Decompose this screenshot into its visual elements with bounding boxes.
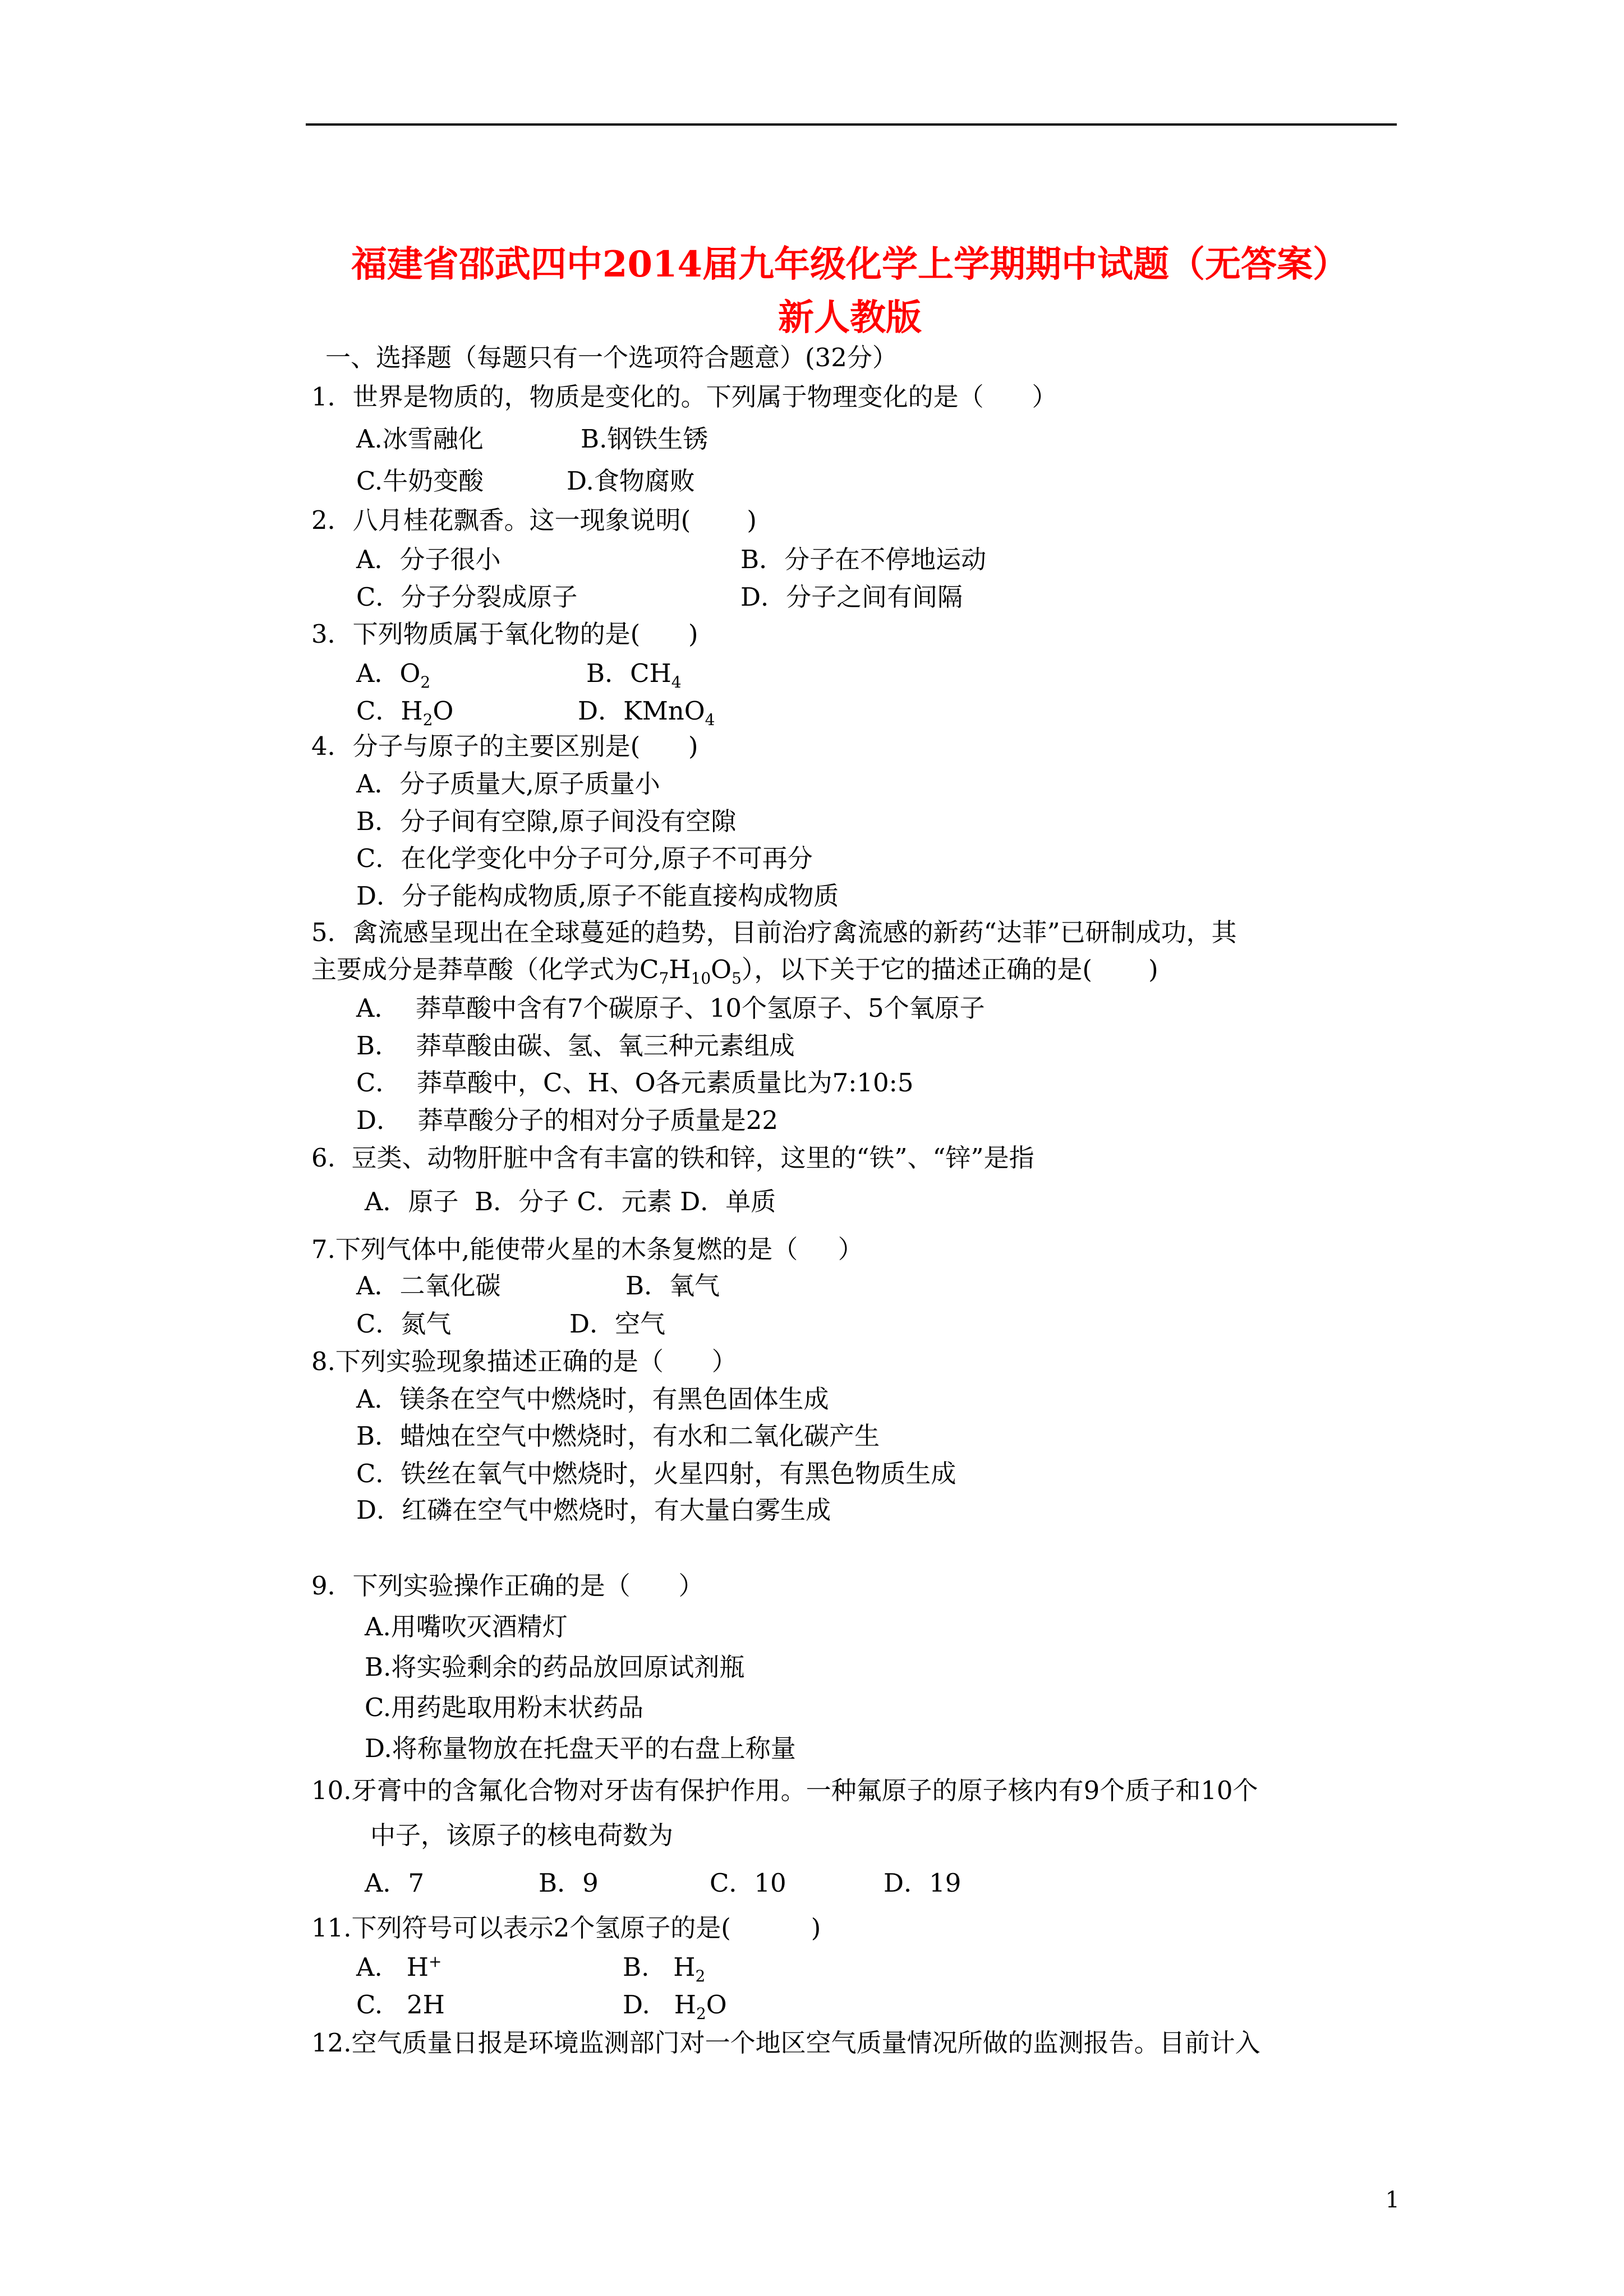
q7-option-b: B．氧气: [625, 1271, 720, 1301]
q10-option-d: D．19: [884, 1868, 961, 1898]
q9-option-a: A.用嘴吹灭酒精灯: [365, 1612, 568, 1642]
q4-option-a: A．分子质量大,原子质量小: [356, 769, 660, 799]
q7-option-d: D．空气: [569, 1309, 666, 1339]
q3-stem: 3．下列物质属于氧化物的是( ): [311, 619, 698, 649]
q2-option-c: C．分子分裂成原子: [356, 582, 578, 612]
q7-stem: 7.下列气体中,能使带火星的木条复燃的是（ ）: [311, 1234, 863, 1264]
q4-option-d: D．分子能构成物质,原子不能直接构成物质: [356, 881, 839, 911]
q1-stem: 1．世界是物质的，物质是变化的。下列属于物理变化的是（ ）: [311, 382, 1057, 412]
q1-option-c: C.牛奶变酸: [356, 466, 484, 496]
exam-title-line1: 福建省邵武四中2014届九年级化学上学期期中试题（无答案）: [351, 243, 1349, 285]
q2-option-d: D．分子之间有间隔: [740, 582, 963, 612]
q9-option-b: B.将实验剩余的药品放回原试剂瓶: [365, 1652, 745, 1682]
q5-option-b: B． 莽草酸由碳、氢、氧三种元素组成: [356, 1031, 795, 1061]
q12-stem: 12.空气质量日报是环境监测部门对一个地区空气质量情况所做的监测报告。目前计入: [311, 2028, 1260, 2058]
q9-option-c: C.用药匙取用粉末状药品: [365, 1693, 644, 1722]
section-heading: 一、选择题（每题只有一个选项符合题意）(32分）: [325, 343, 898, 372]
q11-stem: 11.下列符号可以表示2个氢原子的是( ): [311, 1913, 821, 1943]
q5-stem-line2: 主要成分是莽草酸（化学式为$C_7H_{10}O_5$），以下关于它的描述正确的是( ): [311, 955, 1158, 988]
q2-option-b: B．分子在不停地运动: [740, 545, 987, 574]
q8-option-d: D．红磷在空气中燃烧时，有大量白雾生成: [356, 1495, 831, 1525]
q11-option-d: D. $H_2O$: [623, 1990, 727, 2023]
q3-option-b: B．$CH_4$: [586, 658, 682, 691]
page-number: 1: [1385, 2187, 1400, 2213]
q7-option-a: A．二氧化碳: [356, 1271, 501, 1301]
q5-stem-line1: 5．禽流感呈现出在全球蔓延的趋势，目前治疗禽流感的新药“达菲”已研制成功，其: [311, 918, 1237, 947]
q8-option-b: B．蜡烛在空气中燃烧时，有水和二氧化碳产生: [356, 1421, 880, 1451]
q3-option-c: C．$H_2O$: [356, 696, 454, 729]
q8-option-c: C．铁丝在氧气中燃烧时，火星四射，有黑色物质生成: [356, 1459, 956, 1488]
q10-stem-line2: 中子，该原子的核电荷数为: [370, 1820, 674, 1850]
q10-option-c: C．10: [710, 1868, 786, 1898]
q7-option-c: C．氮气: [356, 1309, 452, 1339]
q4-option-b: B．分子间有空隙,原子间没有空隙: [356, 806, 737, 836]
q1-option-b: B.钢铁生锈: [581, 424, 709, 454]
q9-option-d: D.将称量物放在托盘天平的右盘上称量: [365, 1733, 796, 1763]
header-rule: [306, 123, 1397, 126]
q4-option-c: C．在化学变化中分子可分,原子不可再分: [356, 843, 813, 873]
q1-option-a: A.冰雪融化: [356, 424, 484, 454]
q8-stem: 8.下列实验现象描述正确的是（ ）: [311, 1347, 737, 1376]
q5-option-d: D． 莽草酸分子的相对分子质量是22: [356, 1105, 778, 1135]
q2-option-a: A．分子很小: [356, 545, 501, 574]
q1-option-d: D.食物腐败: [567, 466, 695, 496]
exam-title-line2: 新人教版: [778, 297, 922, 339]
q2-stem: 2．八月桂花飘香。这一现象说明( ): [311, 505, 757, 535]
q8-option-a: A．镁条在空气中燃烧时，有黑色固体生成: [356, 1384, 829, 1414]
q5-option-c: C． 莽草酸中，C、H、O各元素质量比为7:10:5: [356, 1068, 914, 1098]
q11-option-c: C. 2H: [356, 1990, 445, 2020]
q3-option-d: D．KMnO$_4$: [578, 696, 715, 729]
q10-option-a: A．7: [365, 1868, 425, 1898]
q10-stem-line1: 10.牙膏中的含氟化合物对牙齿有保护作用。一种氟原子的原子核内有9个质子和10个: [311, 1776, 1258, 1805]
q5-option-a: A． 莽草酸中含有7个碳原子、10个氢原子、5个氧原子: [356, 993, 985, 1023]
q6-stem: 6. 豆类、动物肝脏中含有丰富的铁和锌，这里的“铁”、“锌”是指: [311, 1143, 1034, 1173]
q9-stem: 9．下列实验操作正确的是（ ）: [311, 1571, 704, 1601]
q3-option-a: A．$O_2$: [356, 658, 431, 691]
q11-option-a: A. H+: [356, 1952, 442, 1982]
q11-option-b: B. $H_2$: [623, 1952, 706, 1985]
q6-options: A．原子 B．分子 C．元素 D．单质: [365, 1187, 776, 1216]
q10-option-b: B．9: [539, 1868, 599, 1898]
q4-stem: 4．分子与原子的主要区别是( ): [311, 731, 698, 761]
